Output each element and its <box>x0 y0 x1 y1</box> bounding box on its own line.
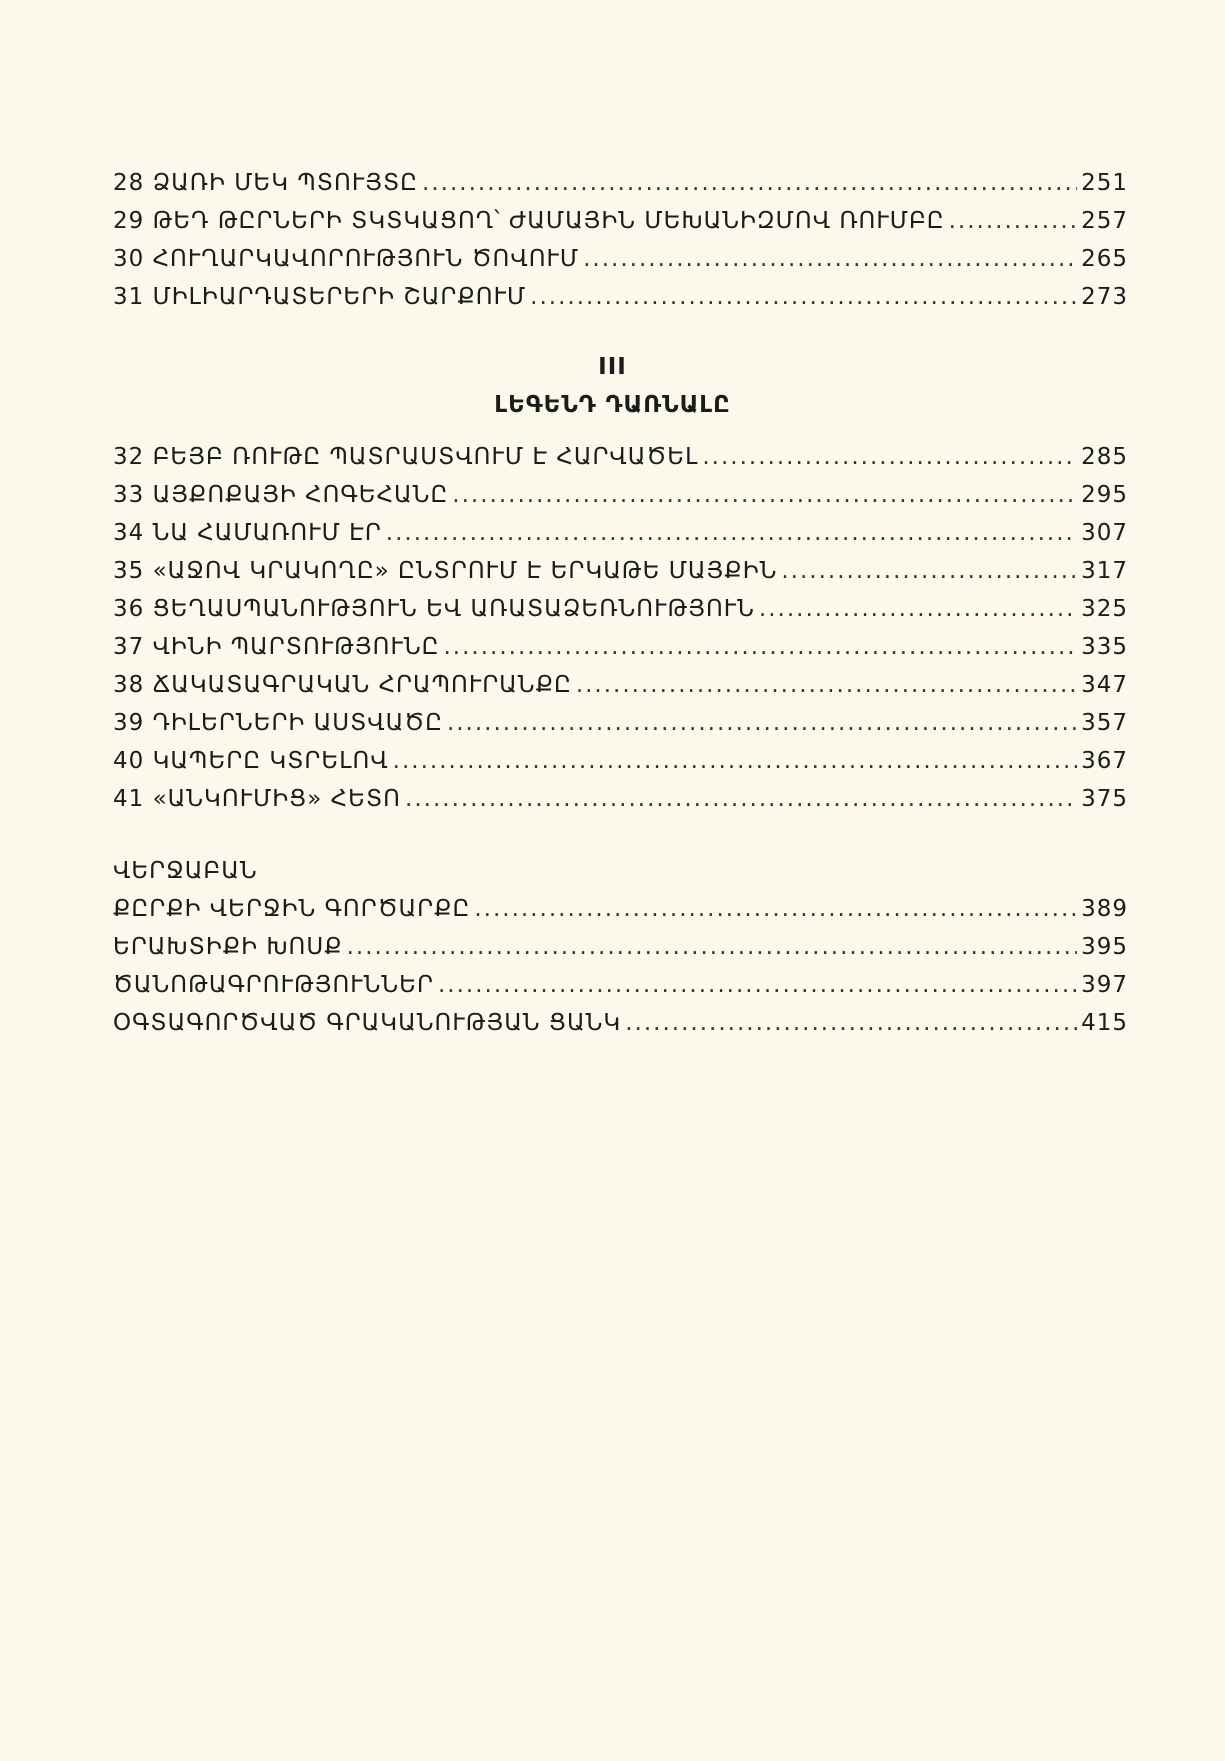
toc-entry-page: 325 <box>1081 596 1128 622</box>
toc-entry-page: 285 <box>1081 444 1128 470</box>
toc-leader-dots <box>393 748 1077 774</box>
toc-entry-label: ԾԱՆՈԹԱԳՐՈՒԹՅՈՒՆՆԵՐ <box>113 972 434 998</box>
toc-leader-dots <box>759 596 1077 622</box>
toc-entry[interactable] <box>113 934 1128 972</box>
toc-entry-page: 375 <box>1081 786 1128 812</box>
toc-leader-dots <box>422 170 1077 196</box>
toc-leader-dots <box>443 634 1077 660</box>
toc-entry-label: 28 ՁԱՌԻ ՄԵԿ ՊՏՈՒՅՏԸ <box>113 170 419 196</box>
toc-entry[interactable] <box>113 596 1128 634</box>
toc-leader-dots <box>447 710 1077 736</box>
toc-entry-label: ՔԸՐՔԻ ՎԵՐՋԻՆ ԳՈՐԾԱՐՔԸ <box>113 896 471 922</box>
toc-entry-label: 30 ՀՈՒՂԱՐԿԱՎՈՐՈՒԹՅՈՒՆ ԾՈՎՈՒՄ <box>113 246 580 272</box>
toc-entry-page: 295 <box>1081 482 1128 508</box>
toc-leader-dots <box>474 896 1077 922</box>
toc-leader-dots <box>347 934 1077 960</box>
toc-entry[interactable] <box>113 208 1128 246</box>
toc-entry-page: 335 <box>1081 634 1128 660</box>
toc-group-epilogue <box>113 896 1128 1048</box>
toc-group-2 <box>113 444 1128 824</box>
toc-entry[interactable] <box>113 672 1128 710</box>
toc-leader-dots <box>452 482 1077 508</box>
toc-leader-dots <box>781 558 1077 584</box>
toc-entry-label: 29 ԹԵԴ ԹԸՐՆԵՐԻ ՏԿՏԿԱՑՈՂ՝ ԺԱՄԱՅԻՆ ՄԵԽԱՆԻԶՄՈՎ ՌՈՒՄԲԸ <box>113 208 945 234</box>
toc-entry[interactable] <box>113 710 1128 748</box>
toc-entry-label: ԵՐԱԽՏԻՔԻ ԽՈՍՔ <box>113 934 343 960</box>
toc-leader-dots <box>949 208 1077 234</box>
toc-leader-dots <box>386 520 1077 546</box>
toc-entry-label: 41 «ԱՆԿՈՒՄԻՑ» ՀԵՏՈ <box>113 786 402 812</box>
toc-entry[interactable] <box>113 786 1128 824</box>
toc-leader-dots <box>625 1010 1077 1036</box>
toc-entry-label: 35 «ԱՋՈՎ ԿՐԱԿՈՂԸ» ԸՆՏՐՈՒՄ Է ԵՐԿԱԹԵ ՄԱՅՔԻՆ <box>113 558 778 584</box>
toc-entry-page: 395 <box>1081 934 1128 960</box>
toc-entry-label: 38 ՃԱԿԱՏԱԳՐԱԿԱՆ ՀՐԱՊՈՒՐԱՆՔԸ <box>113 672 572 698</box>
toc-leader-dots <box>702 444 1077 470</box>
toc-entry[interactable] <box>113 1010 1128 1048</box>
toc-leader-dots <box>438 972 1077 998</box>
toc-entry-page: 257 <box>1081 208 1128 234</box>
toc-entry-label: 40 ԿԱՊԵՐԸ ԿՏՐԵԼՈՎ <box>113 748 389 774</box>
toc-entry[interactable] <box>113 520 1128 558</box>
toc-entry-label: 34 ՆԱ ՀԱՄԱՌՈՒՄ ԷՐ <box>113 520 382 546</box>
toc-entry[interactable] <box>113 246 1128 284</box>
toc-leader-dots <box>583 246 1077 272</box>
toc-leader-dots <box>405 786 1077 812</box>
epilogue-heading: ՎԵՐՋԱԲԱՆ <box>113 858 258 884</box>
toc-entry-page: 389 <box>1081 896 1128 922</box>
toc-entry-label: 32 ԲԵՅԲ ՌՈՒԹԸ ՊԱՏՐԱՍՏՎՈՒՄ Է ՀԱՐՎԱԾԵԼ <box>113 444 699 470</box>
toc-entry-page: 367 <box>1081 748 1128 774</box>
toc-entry-label: 39 ԴԻԼԵՐՆԵՐԻ ԱՍՏՎԱԾԸ <box>113 710 443 736</box>
toc-entry-label: 31 ՄԻԼԻԱՐԴԱՏԵՐԵՐԻ ՇԱՐՔՈՒՄ <box>113 284 527 310</box>
toc-entry-page: 415 <box>1081 1010 1128 1036</box>
toc-entry[interactable] <box>113 896 1128 934</box>
toc-leader-dots <box>530 284 1077 310</box>
toc-group-1 <box>113 170 1128 322</box>
part-numeral: III <box>598 354 627 380</box>
toc-entry-page: 397 <box>1081 972 1128 998</box>
toc-entry[interactable] <box>113 558 1128 596</box>
toc-entry-page: 317 <box>1081 558 1128 584</box>
part-title: ԼԵԳԵՆԴ ԴԱՌՆԱԼԸ <box>494 392 731 418</box>
toc-entry[interactable] <box>113 170 1128 208</box>
toc-entry-page: 251 <box>1081 170 1128 196</box>
toc-entry-page: 307 <box>1081 520 1128 546</box>
toc-entry[interactable] <box>113 634 1128 672</box>
toc-entry[interactable] <box>113 482 1128 520</box>
toc-entry[interactable] <box>113 748 1128 786</box>
toc-entry-page: 273 <box>1081 284 1128 310</box>
toc-entry-label: 36 ՑԵՂԱՍՊԱՆՈՒԹՅՈՒՆ ԵՎ ԱՌԱՏԱՁԵՌՆՈՒԹՅՈՒՆ <box>113 596 755 622</box>
toc-entry-page: 265 <box>1081 246 1128 272</box>
toc-entry-page: 357 <box>1081 710 1128 736</box>
toc-leader-dots <box>576 672 1077 698</box>
toc-entry[interactable] <box>113 972 1128 1010</box>
toc-entry-label: 33 ԱՅՔՈՔԱՅԻ ՀՈԳԵՀԱՆԸ <box>113 482 449 508</box>
toc-entry-label: ՕԳՏԱԳՈՐԾՎԱԾ ԳՐԱԿԱՆՈՒԹՅԱՆ ՑԱՆԿ <box>113 1010 622 1036</box>
toc-entry[interactable] <box>113 284 1128 322</box>
toc-entry-label: 37 ՎԻՆԻ ՊԱՐՏՈՒԹՅՈՒՆԸ <box>113 634 440 660</box>
toc-entry-page: 347 <box>1081 672 1128 698</box>
toc-entry[interactable] <box>113 444 1128 482</box>
